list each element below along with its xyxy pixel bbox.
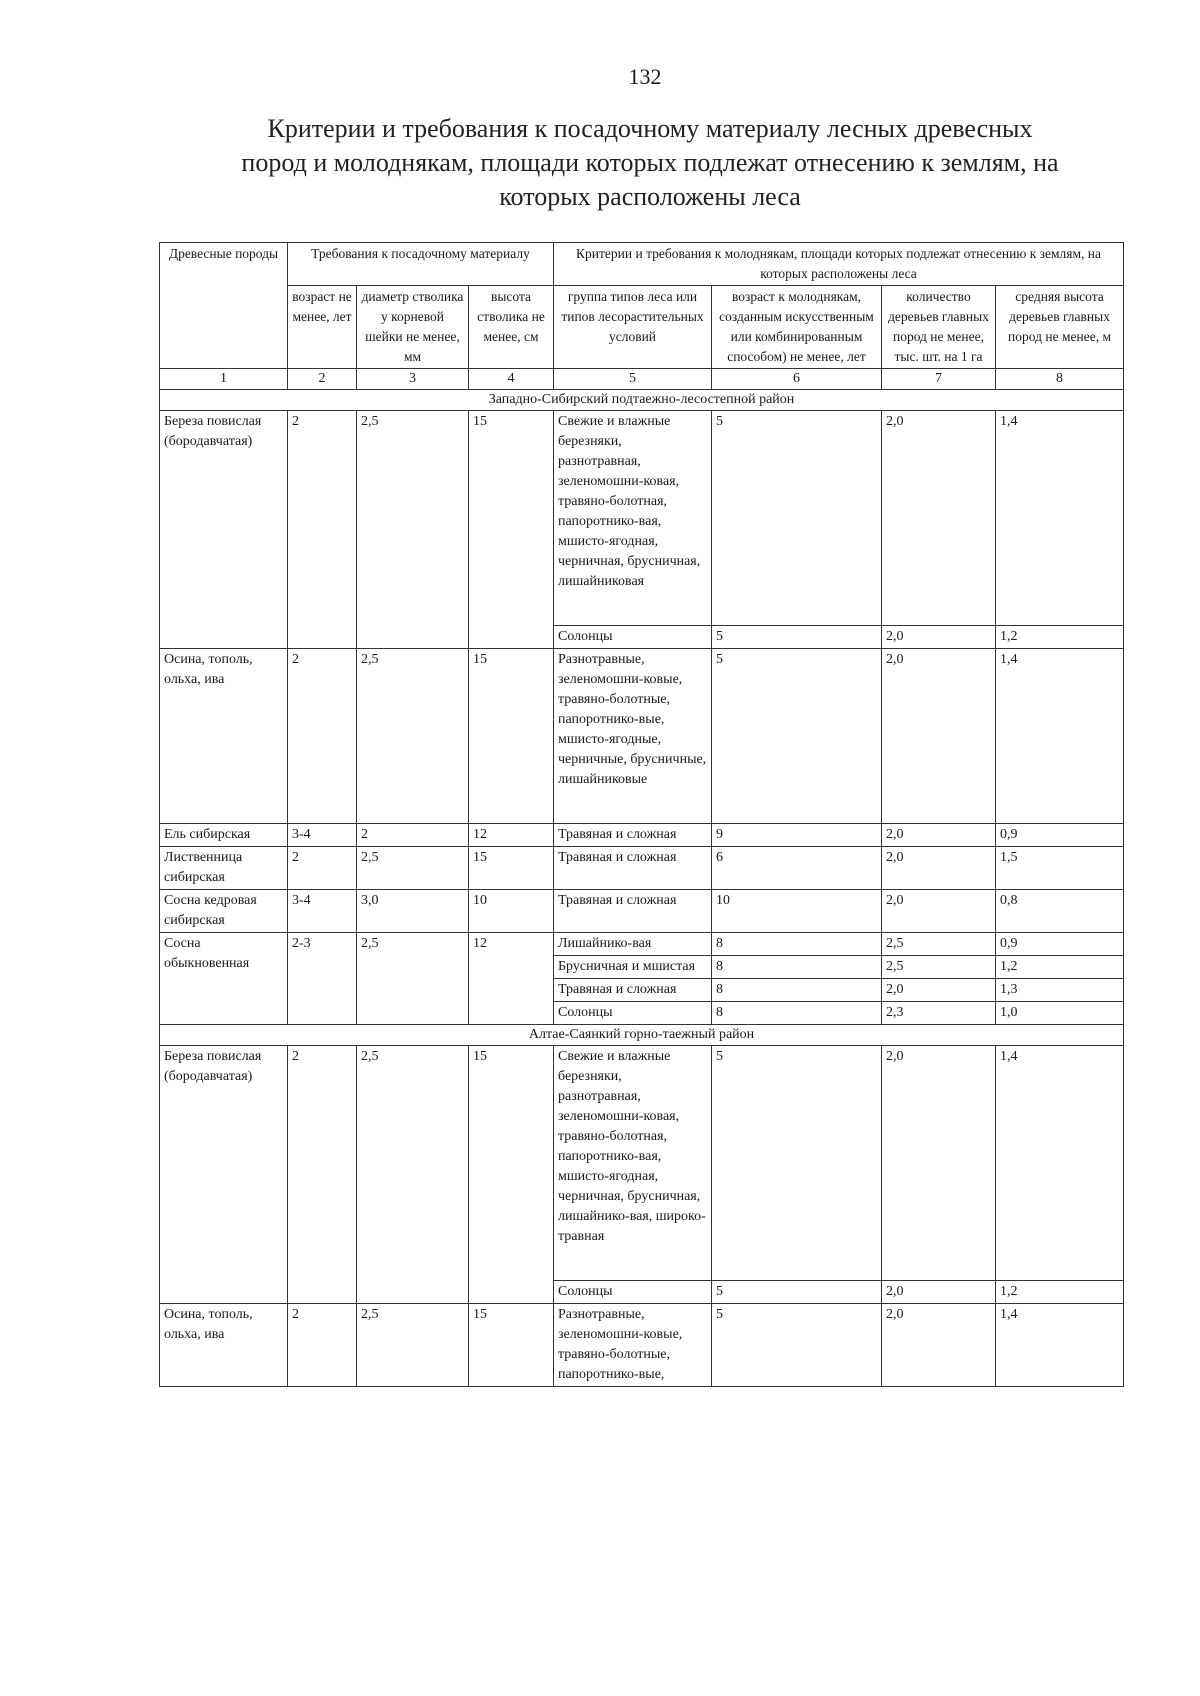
document-title: [180, 112, 1120, 214]
count-cell: 2,3: [882, 1002, 996, 1025]
diameter-cell: 2,5: [357, 649, 469, 824]
young-age-cell: 5: [712, 1046, 882, 1281]
avg-height-cell: 1,2: [996, 1281, 1124, 1304]
avg-height-cell: 1,4: [996, 1304, 1124, 1387]
avg-height-cell: 1,2: [996, 626, 1124, 649]
avg-height-cell: 0,9: [996, 933, 1124, 956]
young-age-cell: 6: [712, 847, 882, 890]
diameter-cell: 2,5: [357, 1046, 469, 1304]
region-row: [160, 1025, 1124, 1046]
forest-type-cell: Лишайнико-вая: [554, 933, 712, 956]
young-age-cell: 9: [712, 824, 882, 847]
count-cell: 2,0: [882, 890, 996, 933]
age-cell: 2: [288, 1304, 357, 1387]
count-cell: 2,0: [882, 649, 996, 824]
table-row: [160, 411, 1124, 626]
diameter-cell: 3,0: [357, 890, 469, 933]
young-age-cell: 5: [712, 649, 882, 824]
criteria-table: [159, 242, 1124, 1387]
young-age-cell: 8: [712, 933, 882, 956]
count-cell: 2,5: [882, 956, 996, 979]
young-age-cell: 5: [712, 626, 882, 649]
title-line: Критерии и требования к посадочному материалу лесных древесных: [267, 114, 1033, 143]
age-cell: 3-4: [288, 824, 357, 847]
young-age-cell: 8: [712, 956, 882, 979]
avg-height-cell: 1,4: [996, 411, 1124, 626]
avg-height-cell: 1,4: [996, 649, 1124, 824]
col-number: 7: [882, 369, 996, 390]
forest-type-cell: Солонцы: [554, 1002, 712, 1025]
forest-type-cell: Брусничная и мшистая: [554, 956, 712, 979]
table-row: [160, 824, 1124, 847]
height-cell: 15: [469, 411, 554, 649]
header-height: высота стволика не менее, см: [469, 286, 554, 369]
forest-type-cell: Свежие и влажные березняки, разнотравная, зеленомошни-ковая, травяно-болотная, папоротнико-вая, мшисто-ягодная, черничная, брусничная, лишайнико-вая, широко-травная: [554, 1046, 712, 1281]
header-avg-height: средняя высота деревьев главных пород не менее, м: [996, 286, 1124, 369]
header-row: [160, 243, 1124, 286]
title-line: пород и молоднякам, площади которых подлежат отнесению к землям, на: [241, 148, 1059, 177]
species-cell: Сосна обыкновенная: [160, 933, 288, 1025]
diameter-cell: 2,5: [357, 847, 469, 890]
header-tree-count: количество деревьев главных пород не менее, тыс. шт. на 1 га: [882, 286, 996, 369]
height-cell: 10: [469, 890, 554, 933]
header-planting-material: Требования к посадочному материалу: [288, 243, 554, 286]
height-cell: 15: [469, 1304, 554, 1387]
avg-height-cell: 0,8: [996, 890, 1124, 933]
count-cell: 2,0: [882, 626, 996, 649]
species-cell: Осина, тополь, ольха, ива: [160, 649, 288, 824]
count-cell: 2,0: [882, 1281, 996, 1304]
age-cell: 2: [288, 847, 357, 890]
avg-height-cell: 1,5: [996, 847, 1124, 890]
table-row: [160, 933, 1124, 956]
young-age-cell: 10: [712, 890, 882, 933]
header-young-stands: Критерии и требования к молоднякам, площади которых подлежат отнесению к землям, на которых расположены леса: [554, 243, 1124, 286]
title-line: которых расположены леса: [499, 182, 801, 211]
count-cell: 2,0: [882, 411, 996, 626]
header-diameter: диаметр стволика у корневой шейки не менее, мм: [357, 286, 469, 369]
header-species: Древесные породы: [160, 243, 288, 369]
table-row: [160, 847, 1124, 890]
count-cell: 2,0: [882, 824, 996, 847]
height-cell: 15: [469, 1046, 554, 1304]
avg-height-cell: 1,0: [996, 1002, 1124, 1025]
col-number: 1: [160, 369, 288, 390]
page-number: 132: [628, 64, 662, 89]
young-age-cell: 8: [712, 1002, 882, 1025]
col-number: 5: [554, 369, 712, 390]
table-row: [160, 890, 1124, 933]
count-cell: 2,0: [882, 1304, 996, 1387]
age-cell: 2: [288, 649, 357, 824]
age-cell: 2: [288, 411, 357, 649]
young-age-cell: 5: [712, 1281, 882, 1304]
header-young-age: возраст к молоднякам, созданным искусственным или комбинированным способом) не менее, лет: [712, 286, 882, 369]
col-number: 4: [469, 369, 554, 390]
col-number: 3: [357, 369, 469, 390]
forest-type-cell: Разнотравные, зеленомошни-ковые, травяно-болотные, папоротнико-вые,: [554, 1304, 712, 1387]
header-age: возраст не менее, лет: [288, 286, 357, 369]
species-cell: Ель сибирская: [160, 824, 288, 847]
region-title: Западно-Сибирский подтаежно-лесостепной район: [160, 390, 1124, 411]
diameter-cell: 2: [357, 824, 469, 847]
age-cell: 2: [288, 1046, 357, 1304]
species-cell: Сосна кедровая сибирская: [160, 890, 288, 933]
species-cell: Береза повислая (бородавчатая): [160, 1046, 288, 1304]
height-cell: 12: [469, 824, 554, 847]
forest-type-cell: Разнотравные, зеленомошни-ковые, травяно-болотные, папоротнико-вые, мшисто-ягодные, черничные, брусничные, лишайниковые: [554, 649, 712, 824]
young-age-cell: 5: [712, 1304, 882, 1387]
forest-type-cell: Травяная и сложная: [554, 824, 712, 847]
forest-type-cell: Травяная и сложная: [554, 890, 712, 933]
col-number: 8: [996, 369, 1124, 390]
header-forest-type: группа типов леса или типов лесорастительных условий: [554, 286, 712, 369]
young-age-cell: 8: [712, 979, 882, 1002]
species-cell: Лиственница сибирская: [160, 847, 288, 890]
forest-type-cell: Травяная и сложная: [554, 847, 712, 890]
age-cell: 3-4: [288, 890, 357, 933]
forest-type-cell: Солонцы: [554, 1281, 712, 1304]
avg-height-cell: 1,4: [996, 1046, 1124, 1281]
forest-type-cell: Свежие и влажные березняки, разнотравная, зеленомошни-ковая, травяно-болотная, папоротнико-вая, мшисто-ягодная, черничная, брусничная, лишайниковая: [554, 411, 712, 626]
height-cell: 15: [469, 847, 554, 890]
species-cell: Береза повислая (бородавчатая): [160, 411, 288, 649]
avg-height-cell: 1,3: [996, 979, 1124, 1002]
age-cell: 2-3: [288, 933, 357, 1025]
region-title: Алтае-Саянкий горно-таежный район: [160, 1025, 1124, 1046]
avg-height-cell: 1,2: [996, 956, 1124, 979]
col-number: 6: [712, 369, 882, 390]
height-cell: 12: [469, 933, 554, 1025]
height-cell: 15: [469, 649, 554, 824]
region-row: [160, 390, 1124, 411]
count-cell: 2,0: [882, 847, 996, 890]
diameter-cell: 2,5: [357, 933, 469, 1025]
diameter-cell: 2,5: [357, 411, 469, 649]
count-cell: 2,5: [882, 933, 996, 956]
forest-type-cell: Солонцы: [554, 626, 712, 649]
young-age-cell: 5: [712, 411, 882, 626]
count-cell: 2,0: [882, 1046, 996, 1281]
diameter-cell: 2,5: [357, 1304, 469, 1387]
table-row: [160, 1046, 1124, 1281]
table-row: [160, 1304, 1124, 1387]
table-row: [160, 649, 1124, 824]
forest-type-cell: Травяная и сложная: [554, 979, 712, 1002]
header-subrow: [160, 286, 1124, 369]
avg-height-cell: 0,9: [996, 824, 1124, 847]
count-cell: 2,0: [882, 979, 996, 1002]
col-number: 2: [288, 369, 357, 390]
column-number-row: [160, 369, 1124, 390]
species-cell: Осина, тополь, ольха, ива: [160, 1304, 288, 1387]
